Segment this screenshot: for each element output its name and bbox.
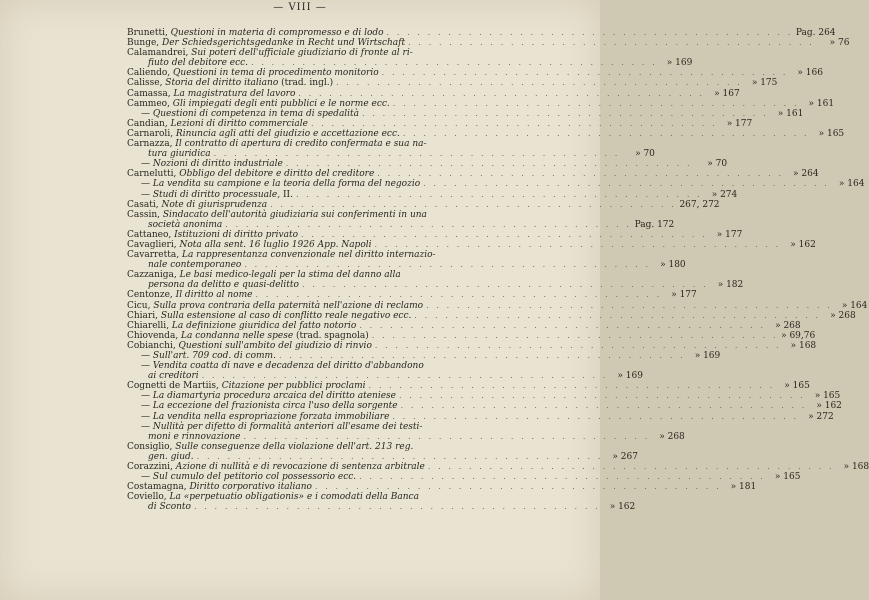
leader-dots: . . . . . . . . . . . . . . . . . . . . . . . . . . . . . . . . . . . . . . . . <box>255 290 662 300</box>
entry-page-ref: » 164 <box>841 300 868 311</box>
entry-text <box>127 331 369 341</box>
leader-dots: . . . . . . . . . . . . . . . . . . . . . . . . . . . . . . . . . . . . . . . . <box>374 340 782 350</box>
entry-author: Cobianchi, <box>127 340 179 351</box>
entry-author: Calisse, <box>127 78 166 89</box>
index-entry <box>127 340 817 351</box>
entry-title: La magistratura del lavoro <box>173 88 296 99</box>
index-entry <box>127 239 816 250</box>
entry-author: Cattaneo, <box>127 229 175 240</box>
entry-title: Storia del diritto italiano <box>165 78 279 89</box>
entry-title: nale contemporaneo <box>148 260 242 271</box>
entry-text <box>141 422 422 432</box>
entry-text <box>127 442 413 452</box>
entry-title: Questioni in materia di compromesso e di lodo <box>170 28 384 38</box>
index-entry <box>127 351 721 361</box>
entry-text <box>127 89 295 99</box>
entry-title: Lezioni di diritto commerciale <box>170 118 308 129</box>
entry-page-ref: » 180 <box>660 260 686 271</box>
entry-page-ref: » 168 <box>790 340 817 351</box>
index-entry <box>127 260 686 271</box>
index-entry <box>127 48 477 58</box>
entry-author: Cognetti de Martiis, <box>127 381 222 392</box>
entry-author: Coviello, <box>127 492 170 503</box>
entry-title: Obbligo del debitore e diritto del creditore <box>179 169 375 180</box>
index-entry <box>127 58 693 69</box>
entry-title: La rappresentanza convenzionale nel diritto internazio- <box>181 250 436 261</box>
index-entry <box>127 472 801 483</box>
entry-title: società anonima <box>148 219 223 230</box>
entry-title: Sindacato dell'autorità giudiziaria sui conferimenti in una <box>162 209 427 220</box>
leader-dots: . . . . . . . . . . . . . . . . . . . . . . . . . . . . . . . . . . . . . . . . <box>301 280 709 290</box>
index-entry <box>127 38 850 49</box>
entry-title: tura giuridica <box>148 149 211 160</box>
index-entry <box>127 199 720 210</box>
entry-page-ref: » 164 <box>838 179 865 190</box>
entry-text <box>148 58 248 68</box>
entry-author: Camassa, <box>127 88 174 99</box>
entry-page-ref: » 166 <box>797 68 823 79</box>
entry-title: La vendita su campione e la teoria della forma del negozio <box>152 179 421 190</box>
entry-text <box>141 190 293 200</box>
entry-page-ref: Pag. 264 <box>795 28 836 38</box>
entry-page-ref: » 177 <box>671 290 697 301</box>
entry-author: Bunge, <box>127 38 163 49</box>
index-entry <box>127 179 865 190</box>
entry-text <box>148 502 191 512</box>
entry-author: Carnazza, <box>127 139 176 150</box>
leader-dots: . . . . . . . . . . . . . . . . . . . . . . . . . . . . . . . . . . . . . . . . <box>243 431 650 441</box>
entry-text <box>127 99 390 109</box>
entry-note: (trad. spagnola) <box>293 330 369 341</box>
index-entry <box>127 219 675 230</box>
index-entry <box>127 149 655 160</box>
index-entry <box>127 381 810 392</box>
entry-text <box>127 119 308 129</box>
index-entry <box>127 401 842 412</box>
leader-dots: . . . . . . . . . . . . . . . . . . . . . . . . . . . . . . . . . . . . . . . . <box>196 451 603 461</box>
entry-page-ref: » 162 <box>816 401 842 412</box>
leader-dots: . . . . . . . . . . . . . . . . . . . . . . . . . . . . . . . . . . . . . . . . <box>201 371 608 381</box>
index-entry <box>127 361 477 371</box>
entry-text <box>127 341 372 351</box>
index-entry <box>127 411 834 422</box>
entry-title: Studi di diritto processuale, <box>152 189 281 200</box>
entry-page-ref: » 182 <box>717 280 744 291</box>
entry-text <box>141 401 398 411</box>
index-entry <box>127 159 728 170</box>
entry-text <box>148 260 241 270</box>
entry-text <box>148 149 211 159</box>
entry-author: Cammeo, <box>127 98 173 109</box>
entry-note: II. <box>280 189 293 200</box>
leader-dots: . . . . . . . . . . . . . . . . . . . . . . . . . . . . . . . . . . . . . . . . <box>377 169 784 179</box>
entry-text <box>127 240 372 250</box>
leader-dots: . . . . . . . . . . . . . . . . . . . . . . . . . . . . . . . . . . . . . . . . <box>295 189 703 199</box>
entry-text <box>148 371 199 381</box>
index-entry <box>127 492 477 502</box>
entry-page-ref: » 162 <box>790 239 816 250</box>
entry-page-ref: 267, 272 <box>679 199 720 210</box>
index-entry <box>127 229 743 240</box>
leader-dots: . . . . . . . . . . . . . . . . . . . . . . . . . . . . . . . . . . . . . . . . <box>423 179 830 189</box>
entry-text <box>148 452 194 462</box>
index-entry <box>127 482 757 493</box>
entry-title: fiuto del debitore ecc. <box>148 58 249 69</box>
entry-text <box>127 139 427 149</box>
entry-title: La «perpetuatio obligationis» e i comodati della Banca <box>169 492 419 503</box>
entry-page-ref: » 169 <box>694 351 721 361</box>
entry-author: — <box>141 411 153 422</box>
entry-text <box>127 28 384 38</box>
index-entry <box>127 139 477 149</box>
entry-title: Gli impiegati degli enti pubblici e le norme ecc. <box>172 98 390 109</box>
entry-text <box>127 38 405 48</box>
entry-title: La eccezione del frazionista circa l'uso della sorgente <box>152 401 398 412</box>
entry-page-ref: » 177 <box>716 229 743 240</box>
entry-text <box>141 159 283 169</box>
entry-page-ref: » 274 <box>711 189 738 200</box>
leader-dots: . . . . . . . . . . . . . . . . . . . . . . . . . . . . . . . . . . . . . . . . <box>371 330 779 340</box>
index-entry <box>127 250 477 260</box>
index-entry <box>127 118 753 129</box>
leader-dots: . . . . . . . . . . . . . . . . . . . . . . . . . . . . . . . . . . . . . . . . <box>225 219 632 229</box>
leader-dots: . . . . . . . . . . . . . . . . . . . . . . . . . . . . . . . . . . . . . . . . <box>278 351 686 360</box>
entry-page-ref: » 70 <box>635 149 655 160</box>
entry-text <box>127 321 356 331</box>
leader-dots: . . . . . . . . . . . . . . . . . . . . . . . . . . . . . . . . . . . . . . . . <box>244 260 651 270</box>
entry-text <box>127 381 366 391</box>
entry-title: Questioni di competenza in tema di spedalità <box>152 108 360 119</box>
entry-text <box>127 290 252 300</box>
entry-author: Costamagna, <box>127 482 190 493</box>
index-entry <box>127 28 836 38</box>
entry-page-ref: » 268 <box>830 310 856 321</box>
entry-title: gen. giud. <box>148 451 194 462</box>
leader-dots: . . . . . . . . . . . . . . . . . . . . . . . . . . . . . . . . . . . . . . . . <box>362 108 769 118</box>
entry-page-ref: » 161 <box>777 108 804 119</box>
leader-dots: . . . . . . . . . . . . . . . . . . . . . . . . . . . . . . . . . . . . . . . . <box>336 78 743 88</box>
index-entry <box>127 88 740 99</box>
entry-page-ref: » 181 <box>730 482 757 493</box>
entry-page-ref: » 165 <box>774 472 801 483</box>
leader-dots: . . . . . . . . . . . . . . . . . . . . . . . . . . . . . . . . . . . . . . . . <box>285 159 693 169</box>
entry-page-ref: » 177 <box>726 118 753 129</box>
entry-author: — <box>141 351 153 361</box>
leader-dots: . . . . . . . . . . . . . . . . . . . . . . . . . . . . . . . . . . . . . . . . <box>381 68 788 78</box>
index-entry <box>127 391 841 402</box>
entry-text <box>127 200 267 210</box>
entry-text <box>141 179 420 189</box>
entry-text <box>127 250 436 260</box>
entry-page-ref: » 165 <box>814 391 841 402</box>
leader-dots: . . . . . . . . . . . . . . . . . . . . . . . . . . . . . . . . . . . . . . . . <box>374 239 781 249</box>
entry-author: — <box>141 108 153 119</box>
index-entry <box>127 169 819 180</box>
leader-dots: . . . . . . . . . . . . . . . . . . . . . . . . . . . . . . . . . . . . . . . . <box>398 391 806 401</box>
entry-text <box>141 391 396 401</box>
index-entry <box>127 189 738 200</box>
entry-text <box>141 472 356 482</box>
entry-title: Note di giurisprudenza <box>161 199 268 210</box>
entry-text <box>127 482 312 492</box>
entry-text <box>127 230 298 240</box>
entry-author: Centonze, <box>127 290 176 301</box>
entry-page-ref: » 264 <box>793 169 819 180</box>
entry-page-ref: » 169 <box>617 371 643 382</box>
entry-text <box>127 68 379 78</box>
entry-text <box>127 311 411 321</box>
entry-title: Nullità per difetto di formalità anteriori all'esame dei testi- <box>152 421 423 432</box>
entry-author: Cassin, <box>127 209 163 220</box>
leader-dots: . . . . . . . . . . . . . . . . . . . . . . . . . . . . . . . . . . . . . . . . <box>408 38 815 48</box>
entry-text <box>127 301 423 311</box>
entry-page-ref: » 268 <box>775 320 801 331</box>
index-entry <box>127 422 477 432</box>
entry-author: — <box>141 361 153 372</box>
entry-page-ref: » 169 <box>666 58 693 69</box>
entry-author: Chiovenda, <box>127 330 182 341</box>
index-entries <box>127 28 869 513</box>
leader-dots: . . . . . . . . . . . . . . . . . . . . . . . . . . . . . . . . . . . . . . . . <box>402 128 810 138</box>
entry-page-ref: » 167 <box>714 88 740 99</box>
entry-author: Cavarretta, <box>127 250 182 261</box>
entry-title: Sulla prova contraria della paternità nell'azione di reclamo <box>153 300 424 311</box>
entry-title: La definizione giuridica del fatto notorio <box>171 320 357 331</box>
index-entry <box>127 330 816 341</box>
entry-author: — <box>141 401 153 412</box>
entry-author: Candian, <box>127 118 171 129</box>
index-entry <box>127 78 778 89</box>
entry-title: Sulle conseguenze della violazione dell'art. 213 reg. <box>175 441 414 452</box>
entry-page-ref: » 70 <box>707 159 728 170</box>
leader-dots: . . . . . . . . . . . . . . . . . . . . . . . . . . . . . . . . . . . . . . . . <box>386 28 793 37</box>
entry-title: Questioni in tema di procedimento monitorio <box>173 68 379 79</box>
entry-author: — <box>141 189 153 200</box>
index-entry <box>127 128 845 139</box>
entry-page-ref: » 168 <box>843 462 869 473</box>
index-entry <box>127 310 856 321</box>
entry-title: Der Schiedsgerichtsgedanke in Recht und Wirtschaft <box>162 38 406 49</box>
leader-dots: . . . . . . . . . . . . . . . . . . . . . . . . . . . . . . . . . . . . . . . . <box>359 472 766 482</box>
leader-dots: . . . . . . . . . . . . . . . . . . . . . . . . . . . . . . . . . . . . . . . . <box>298 88 705 98</box>
entry-text <box>148 280 299 290</box>
entry-text <box>127 48 413 58</box>
entry-author: Consiglio, <box>127 441 176 452</box>
index-entry <box>127 442 477 452</box>
leader-dots: . . . . . . . . . . . . . . . . . . . . . . . . . . . . . . . . . . . . . . . . <box>314 482 722 492</box>
entry-title: La condanna nelle spese <box>181 330 294 341</box>
index-entry <box>127 431 685 442</box>
entry-author: Calamandrei, <box>127 48 192 59</box>
entry-author: — <box>141 159 153 170</box>
entry-author: Cavaglieri, <box>127 239 180 250</box>
entry-author: Cazzaniga, <box>127 270 180 281</box>
index-entry <box>127 300 868 311</box>
entry-title: La vendita nella espropriazione forzata immobiliare <box>152 411 390 422</box>
leader-dots: . . . . . . . . . . . . . . . . . . . . . . . . . . . . . . . . . . . . . . . . <box>426 300 833 310</box>
entry-text <box>127 270 401 280</box>
index-entry <box>127 371 643 382</box>
leader-dots: . . . . . . . . . . . . . . . . . . . . . . . . . . . . . . . . . . . . . . . . <box>392 98 800 108</box>
leader-dots: . . . . . . . . . . . . . . . . . . . . . . . . . . . . . . . . . . . . . . . . <box>193 502 601 512</box>
entry-author: Caliendo, <box>127 68 174 79</box>
entry-author: Cicu, <box>127 300 154 311</box>
entry-title: Le basi medico-legali per la stima del danno alla <box>179 270 401 281</box>
entry-title: Nota alla sent. 16 luglio 1926 App. Napoli <box>179 239 372 250</box>
entry-page-ref: » 69,76 <box>781 330 816 341</box>
entry-text <box>148 220 222 230</box>
entry-text <box>127 169 374 179</box>
entry-author: Brunetti, <box>127 28 171 38</box>
entry-title: Sulla estensione al caso di conflitto reale negativo ecc. <box>160 310 412 321</box>
index-entry <box>127 462 869 473</box>
leader-dots: . . . . . . . . . . . . . . . . . . . . . . . . . . . . . . . . . . . . . . . . <box>251 58 658 68</box>
entry-author: — <box>141 391 153 402</box>
entry-page-ref: Pag. 172 <box>634 219 675 230</box>
entry-author: Chiari, <box>127 310 161 321</box>
index-entry <box>127 210 477 220</box>
entry-title: Azione di nullità e di revocazione di sentenza arbitrale <box>175 462 425 473</box>
entry-title: La diamartyria procedura arcaica del diritto ateniese <box>152 391 396 402</box>
index-entry <box>127 108 804 119</box>
leader-dots: . . . . . . . . . . . . . . . . . . . . . . . . . . . . . . . . . . . . . . . . <box>427 462 835 472</box>
entry-text <box>141 412 389 422</box>
entry-text <box>127 210 427 220</box>
entry-text <box>141 351 276 361</box>
entry-title: Istituzioni di diritto privato <box>174 229 299 240</box>
entry-text <box>127 78 333 88</box>
index-entry <box>127 98 835 109</box>
entry-page-ref: » 175 <box>751 78 778 89</box>
entry-title: Nozioni di diritto industriale <box>152 159 283 170</box>
entry-page-ref: » 76 <box>829 38 850 49</box>
index-entry <box>127 502 636 513</box>
leader-dots: . . . . . . . . . . . . . . . . . . . . . . . . . . . . . . . . . . . . . . . . <box>359 320 766 330</box>
entry-title: Questioni sull'ambito del giudizio di rinvio <box>178 340 372 351</box>
entry-title: Vendita coatta di nave e decadenza del diritto d'abbandono <box>152 361 424 372</box>
entry-author: — <box>141 179 153 190</box>
entry-author: Carnelutti, <box>127 169 180 180</box>
entry-note: (trad. ingl.) <box>278 78 334 89</box>
entry-page-ref: » 165 <box>818 128 845 139</box>
leader-dots: . . . . . . . . . . . . . . . . . . . . . . . . . . . . . . . . . . . . . . . . <box>270 199 677 209</box>
entry-text <box>141 109 359 119</box>
entry-title: Rinuncia agli atti del giudizio e accettazione ecc. <box>175 128 400 139</box>
leader-dots: . . . . . . . . . . . . . . . . . . . . . . . . . . . . . . . . . . . . . . . . <box>368 381 775 391</box>
index-entry <box>127 290 697 301</box>
entry-page-ref: » 268 <box>659 431 685 442</box>
leader-dots: . . . . . . . . . . . . . . . . . . . . . . . . . . . . . . . . . . . . . . . . <box>392 411 799 421</box>
page-number: — VIII — <box>273 2 327 13</box>
entry-text <box>141 361 424 371</box>
entry-author: — <box>141 472 153 483</box>
entry-title: Il contratto di apertura di credito confermata e sua na- <box>175 139 427 150</box>
entry-title: di Sconto <box>148 502 191 513</box>
leader-dots: . . . . . . . . . . . . . . . . . . . . . . . . . . . . . . . . . . . . . . . . <box>213 149 620 159</box>
entry-page-ref: » 267 <box>612 451 638 462</box>
entry-page-ref: » 272 <box>808 411 834 422</box>
entry-text <box>127 462 425 472</box>
entry-title: Diritto corporativo italiano <box>189 482 312 493</box>
entry-author: Carnaroli, <box>127 128 176 139</box>
entry-title: Sull'art. 709 cod. di comm. <box>152 351 276 361</box>
index-entry <box>127 270 477 280</box>
entry-author: Corazzini, <box>127 462 176 473</box>
entry-title: ai creditori <box>148 371 199 382</box>
entry-title: moni e rinnovazione <box>148 431 241 442</box>
leader-dots: . . . . . . . . . . . . . . . . . . . . . . . . . . . . . . . . . . . . . . . . <box>310 118 718 128</box>
index-entry <box>127 451 638 462</box>
index-entry <box>127 68 823 79</box>
entry-page-ref: » 161 <box>808 98 835 109</box>
entry-page-ref: » 162 <box>609 502 636 513</box>
entry-title: Il diritto al nome <box>175 290 253 301</box>
entry-title: Sui poteri dell'ufficiale giudiziario di fronte al ri- <box>191 48 413 59</box>
entry-author: Chiarelli, <box>127 320 172 331</box>
entry-author: — <box>141 421 153 432</box>
index-entry <box>127 320 801 331</box>
index-entry <box>127 280 744 291</box>
leader-dots: . . . . . . . . . . . . . . . . . . . . . . . . . . . . . . . . . . . . . . . . <box>301 229 708 239</box>
entry-author: Casati, <box>127 199 162 210</box>
entry-title: Sul cumulo del petitorio col possessorio ecc. <box>152 472 357 483</box>
entry-page-ref: » 165 <box>784 381 810 392</box>
leader-dots: . . . . . . . . . . . . . . . . . . . . . . . . . . . . . . . . . . . . . . . . <box>414 310 821 320</box>
entry-text <box>127 129 400 139</box>
entry-text <box>127 492 419 502</box>
entry-text <box>148 432 240 442</box>
entry-title: persona da delitto e quasi-delitto <box>148 280 299 291</box>
leader-dots: . . . . . . . . . . . . . . . . . . . . . . . . . . . . . . . . . . . . . . . . <box>400 401 807 411</box>
entry-title: Citazione per pubblici proclami <box>221 381 366 392</box>
